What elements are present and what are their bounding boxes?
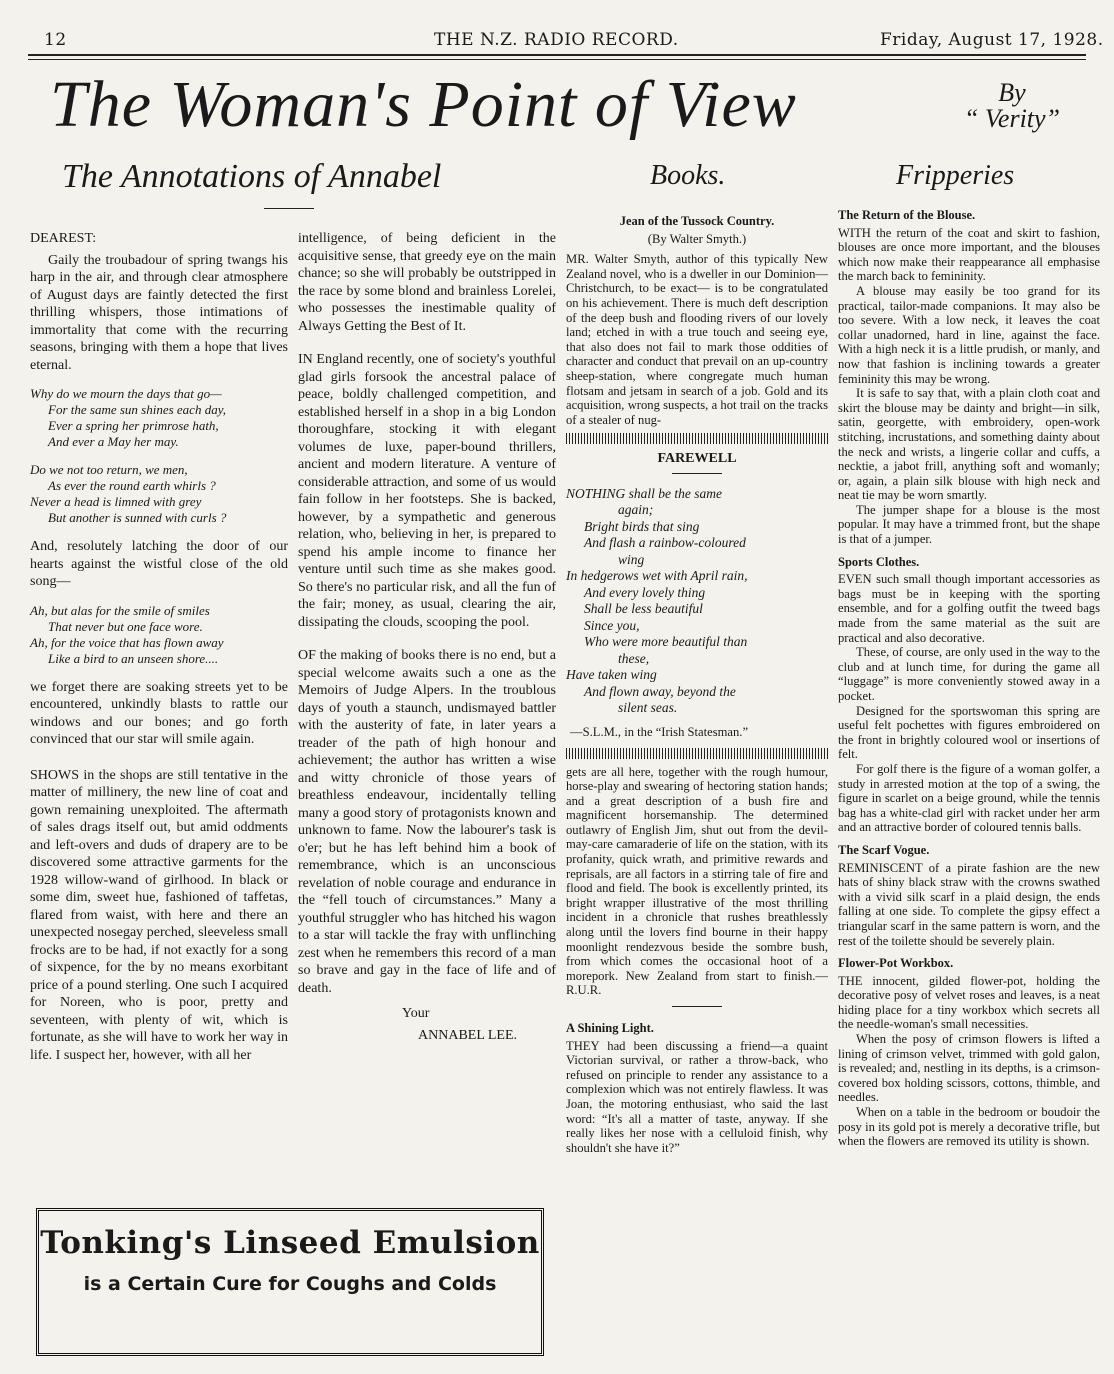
closing: Your xyxy=(402,1006,430,1021)
paragraph: intelligence, of being deficient in the acquisitive sense, that greedy eye on the main chance; so she will probably be outstripped in the race by some blond and brainless Lorelei, who possesses the inestimable quality of Always Getting the Best of It. xyxy=(298,231,556,334)
section-heading-blouse: The Return of the Blouse. xyxy=(838,208,976,222)
poem-line: wing xyxy=(618,551,645,567)
verse-line: Ever a spring her primrose hath, xyxy=(48,418,219,433)
verse-line: And ever a May her may. xyxy=(48,434,179,449)
paragraph: IN England recently, one of society's youthful glad girls forsook the ancestral palace of peace, boldly challenged competition, and established herself in a shop in a big London thoroughfare, stocking it with elegant volumes de luxe, paper-bound thrillers, ancient and modern literature. A venture of considerable attraction, and some of us would fain follow in her footsteps. She is backed, however, by a sympathetic and generous relation, who, believing in her, is prepared to spend his ample income to finance her venture until such time as she makes good. So there's no particular risk, and all the fun of the fair; money, as usual, clearing the air, dissipating the clouds, scooping the pool. xyxy=(298,352,556,630)
poem-line: And flown away, beyond the xyxy=(584,683,736,699)
paragraph: SHOWS in the shops are still tentative in the matter of millinery, the new line of coat and gown remaining unexploited. The aftermath of sales drags itself out, but amid oddments and left-overs and duds of drapery are to be discovered some attractive garments for the 1928 willow-wand of girlhood. In black or some dim, sweet hue, fashioned of taffetas, flared from waist, with here and there an unexpected nosegay perched, sleeveless small frocks are to be had, if not exactly for a song of sixpence, for the by no means exorbitant price of a pound sterling. One such I acquired for Noreen, who is poor, pretty and seventeen, with plenty of wit, which is fortunate, as she will have to work her way in life. I suspect her, however, with all her xyxy=(30,767,288,1063)
column-fripperies xyxy=(838,208,1100,1149)
paragraph: Gaily the troubadour of spring twangs his harp in the air, and through clear atmosphere of August days are faintly detected the first thrilling whispers, those intimations of immortality that come with the recurring seasons, bringing with them a hope that lives eternal. xyxy=(30,252,288,373)
column-annotations-1 xyxy=(30,230,288,1076)
subhead-annotations: The Annotations of Annabel xyxy=(62,158,442,195)
paragraph: For golf there is the figure of a woman golfer, a study in arrested motion at the top of a swing, the figure in scarlet on a beige ground, while the tennis bag has a white-clad girl with racket under her arm and an attractive border of coloured tennis balls. xyxy=(838,761,1100,835)
byline-author: “ Verity” xyxy=(963,104,1061,133)
short-rule xyxy=(672,473,722,474)
poem-credit: —S.L.M., in the “Irish Statesman.” xyxy=(570,724,749,739)
poem-line: And flash a rainbow-coloured xyxy=(584,535,746,551)
poem xyxy=(566,486,828,717)
section-heading-shining-light: A Shining Light. xyxy=(566,1021,654,1035)
ornamental-rule xyxy=(566,433,828,444)
section-heading-scarf: The Scarf Vogue. xyxy=(838,842,930,857)
book-title: Jean of the Tussock Country. xyxy=(619,214,775,228)
verse-line: Do we not too return, we men, xyxy=(30,462,188,477)
poem-line: And every lovely thing xyxy=(584,584,706,600)
ad-tagline: is a Certain Cure for Coughs and Colds xyxy=(83,1273,497,1295)
paragraph: These, of course, are only used in the way to the club and at lunch time, for during the game all “luggage” is more conveniently stowed away in a pocket. xyxy=(838,645,1100,703)
ad-headline: Tonking's Linseed Emulsion xyxy=(40,1225,540,1261)
paragraph: we forget there are soaking streets yet to be encountered, unkindly blasts to rattle our windows and our bones; and go forth convinced that our star will smile again. xyxy=(30,679,288,747)
page-title: The Woman's Point of View xyxy=(50,68,797,141)
verse-line: But another is sunned with curls ? xyxy=(48,510,227,525)
poem-line: again; xyxy=(618,502,654,518)
verse-line: For the same sun shines each day, xyxy=(48,402,227,417)
byline xyxy=(962,80,1062,132)
poem-line: In hedgerows wet with April rain, xyxy=(566,568,748,584)
paragraph: It is safe to say that, with a plain cloth coat and skirt the blouse may be dainty and bright—in silk, satin, georgette, with embroidery, open-work stitching, incrustations, and something dainty about the neck and wrists, a lingerie collar and cuffs, a necktie, a jabot frill, anything soft and womanly; or, again, a plain silk blouse with high neck and neat tie may be worn smartly. xyxy=(838,386,1100,503)
column-annotations-2 xyxy=(298,230,556,1044)
paragraph: OF the making of books there is no end, but a special welcome awaits such a one as the Memoirs of Judge Alpers. In the troublous days of youth a staunch, undismayed battler with the austerity of fate, in later years a treader of the path of high honour and achievement; the author has written a wise and witty chronicle of those years of breathless endeavour, incidentally telling many a good story of protagonists known and unknown to fame. Now the labourer's task is o'er; but he has left behind him a book of remembrance, which is an unconscious revelation of noble courage and endurance in the “fell touch of circumstances.” Many a youthful struggler who has hitched his wagon to a star will tackle the fray with unflinching zest when he remembers this record of a man so brave and gay in the face of life and of death. xyxy=(298,648,556,996)
signature: ANNABEL LEE. xyxy=(418,1027,518,1043)
paragraph: REMINISCENT of a pirate fashion are the new hats of shiny black straw with the crowns swathed with a vivid silk scarf in a plaid design, the ends falling at one side. To complete the gipsy effect a triangular scarf in the same pattern is worn, and the rest of the toilette should be severely plain. xyxy=(838,860,1100,948)
verse-line: Ah, for the voice that has flown away xyxy=(30,634,224,650)
poem-line: Since you, xyxy=(584,617,640,633)
paragraph: THEY had been discussing a friend—a quaint Victorian survival, or rather a throw-back, who refused on principle to render any assistance to a complexion which was not entirely flawless. It was Joan, the motoring enthusiast, who said the last word: “It's all a matter of taste, anyway. If she really likes her nose with a celluloid finish, why shouldn't she have it?” xyxy=(566,1038,828,1155)
short-rule xyxy=(672,1006,722,1007)
book-review-part-2: gets are all here, together with the rough humour, horse-play and swearing of hectoring station hands; and a great description of a bush fire and magnificent horsemanship. The determined outlawry of English Jim, shut out from the devil-may-care camaraderie of life on the station, with its profanity, quick wrath, and primitive rewards and reprisals, are all factors in a stirring tale of fire and flood and field. The book is excellently printed, its bright wrapper illustrative of the most thrilling incident in a chronicle that rushes breathlessly along until the lovers find bourne in their happy moonlight rendezvous beside the sombre bush, from which comes the occasional hoot of a morepork. New Zealand from start to finish.—R.U.R. xyxy=(566,764,828,998)
paragraph: THE innocent, gilded flower-pot, holding the decorative posy of velvet roses and leaves, is a neat hiding place for a tiny workbox which secrets all the needle-woman's small necessities. xyxy=(838,973,1100,1032)
paragraph: When on a table in the bedroom or boudoir the posy in its gold pot is merely a decorative trifle, but when the flowers are removed its utility is shown. xyxy=(838,1105,1100,1149)
masthead-rule xyxy=(264,208,314,209)
paragraph: The jumper shape for a blouse is the most popular. It may have a trimmed front, but the shape is that of a jumper. xyxy=(838,502,1100,547)
verse-line: Never a head is limned with grey xyxy=(30,494,202,509)
poem-line: these, xyxy=(618,650,650,666)
section-heading-sports: Sports Clothes. xyxy=(838,554,920,569)
header-rule-thin xyxy=(28,59,1086,60)
paragraph: EVEN such small though important accessories as bags must be in keeping with the sporting ensemble, and for a golfing outfit the tweed bags made from the same material as the suit are practical and also decorative. xyxy=(838,572,1100,645)
subhead-fripperies: Fripperies xyxy=(896,160,1015,191)
poem-line: Have taken wing xyxy=(566,667,657,683)
paragraph: When the posy of crimson flowers is lifted a lining of crimson velvet, trimmed with gold galon, is revealed; and, nestling in its depths, is a crimson-covered box holding scissors, cottons, thimble, and needles. xyxy=(838,1032,1100,1105)
poem-line: silent seas. xyxy=(618,700,678,716)
issue-date: Friday, August 17, 1928. xyxy=(880,30,1104,50)
page-number: 12 xyxy=(44,30,67,50)
verse-line: Why do we mourn the days that go— xyxy=(30,386,222,401)
salutation: DEAREST: xyxy=(30,231,97,246)
verse-line: Ah, but alas for the smile of smiles xyxy=(30,602,210,618)
paragraph: A blouse may easily be too grand for its practical, tailor-made companions. It may also be too severe. With a low neck, it leaves the coat collar unadorned, hard in line, against the face. With a high neck it is a little prudish, or manly, and now that fashion is inclining towards a greater femininity this may be wrong. xyxy=(838,283,1100,386)
paragraph: WITH the return of the coat and skirt to fashion, blouses are once more important, and the blouses which now make their reappearance all emphasise the march back to femininity. xyxy=(838,225,1100,284)
section-heading-flower-pot: Flower-Pot Workbox. xyxy=(838,956,954,971)
advertisement xyxy=(36,1208,544,1356)
paragraph: Designed for the sportswoman this spring are useful felt pochettes with figures embroidered on the front in brightly coloured wool or insertions of felt. xyxy=(838,703,1100,762)
header-rule xyxy=(28,54,1086,56)
verse-stanza-3 xyxy=(30,603,288,667)
publication-name: THE N.Z. RADIO RECORD. xyxy=(434,30,679,50)
verse-stanza-1 xyxy=(30,386,288,450)
ornamental-rule xyxy=(566,748,828,759)
verse-line: That never but one face wore. xyxy=(48,618,203,634)
poem-line: Bright birds that sing xyxy=(584,518,700,534)
book-author: (By Walter Smyth.) xyxy=(647,231,747,246)
book-review-part-1: MR. Walter Smyth, author of this typically New Zealand novel, who is a dweller in our Dominion—Christchurch, to be exact— is to be congratulated on his achievement. There is much deft description of the deep bush and flooding rivers of our lovely land; etched in with a true touch and seeing eye, that also does not fail to mark those oddities of character and conduct that prevail on an up-country sheep-station, where congregate much human flotsam and jetsam in search of a job. Gold and its acquisition, wrong suspects, a hot trail on the tracks of a stealer of nug- xyxy=(566,252,828,427)
poem-line: Who were more beautiful than xyxy=(584,634,748,650)
column-books xyxy=(566,214,828,1167)
byline-by: By xyxy=(998,78,1026,107)
poem-title: FAREWELL xyxy=(657,451,737,467)
verse-line: Like a bird to an unseen shore.... xyxy=(48,650,219,666)
subhead-books: Books. xyxy=(650,160,726,191)
verse-line: As ever the round earth whirls ? xyxy=(48,478,216,493)
poem-line: Shall be less beautiful xyxy=(584,601,703,617)
paragraph: And, resolutely latching the door of our hearts against the wistful close of the old song— xyxy=(30,539,288,589)
verse-stanza-2 xyxy=(30,462,288,526)
poem-line: NOTHING shall be the same xyxy=(566,485,722,501)
